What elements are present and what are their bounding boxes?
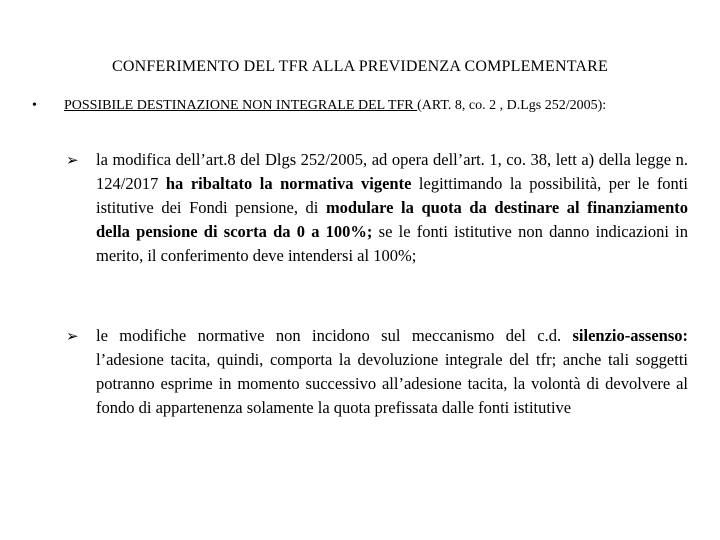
- arrow-bullet-icon: ➢: [66, 151, 79, 169]
- slide-title: CONFERIMENTO DEL TFR ALLA PREVIDENZA COMPLEMENTARE: [112, 58, 608, 75]
- bullet-heading: [32, 98, 692, 114]
- p2-bold-a: silenzio-assenso:: [572, 326, 688, 345]
- bullet-marker: •: [32, 98, 37, 113]
- p2-text-a: le modifiche normative non incidono sul meccanismo del c.d.: [96, 326, 573, 345]
- paragraph-1-text: [96, 148, 688, 268]
- p1-text-b: legittimando la possibilità, per le fonti istitutive dei Fondi pensione, di: [96, 174, 688, 217]
- p1-text-c: se le fonti istitutive non danno indicazioni in merito, il conferimento deve intendersi al 100%;: [96, 222, 688, 265]
- p2-text-b: l’adesione tacita, quindi, comporta la devoluzione integrale del tfr; anche tali soggetti potranno esprime in momento successivo all’adesione tacita, la volontà di devolvere al fondo di appartenenza solamente la quota prefissata dalle fonti istitutive: [96, 350, 688, 417]
- p1-bold-a: ha ribaltato la normativa vigente: [165, 174, 412, 193]
- p1-text-a: la modifica dell’art.8 del Dlgs 252/2005, ad opera dell’art. 1, co. 38, lett a) della legge n. 124/2017: [96, 150, 688, 193]
- paragraph-1: [66, 148, 688, 268]
- p1-bold-b: modulare la quota da destinare al finanziamento della pensione di scorta da 0 a 100%;: [96, 198, 689, 241]
- paragraph-2-text: [96, 324, 688, 420]
- bullet-reference-text: (ART. 8, co. 2 , D.Lgs 252/2005):: [417, 98, 607, 113]
- bullet-underlined-text: POSSIBILE DESTINAZIONE NON INTEGRALE DEL TFR: [64, 98, 418, 113]
- arrow-bullet-icon: ➢: [66, 327, 79, 345]
- paragraph-2: [66, 324, 688, 420]
